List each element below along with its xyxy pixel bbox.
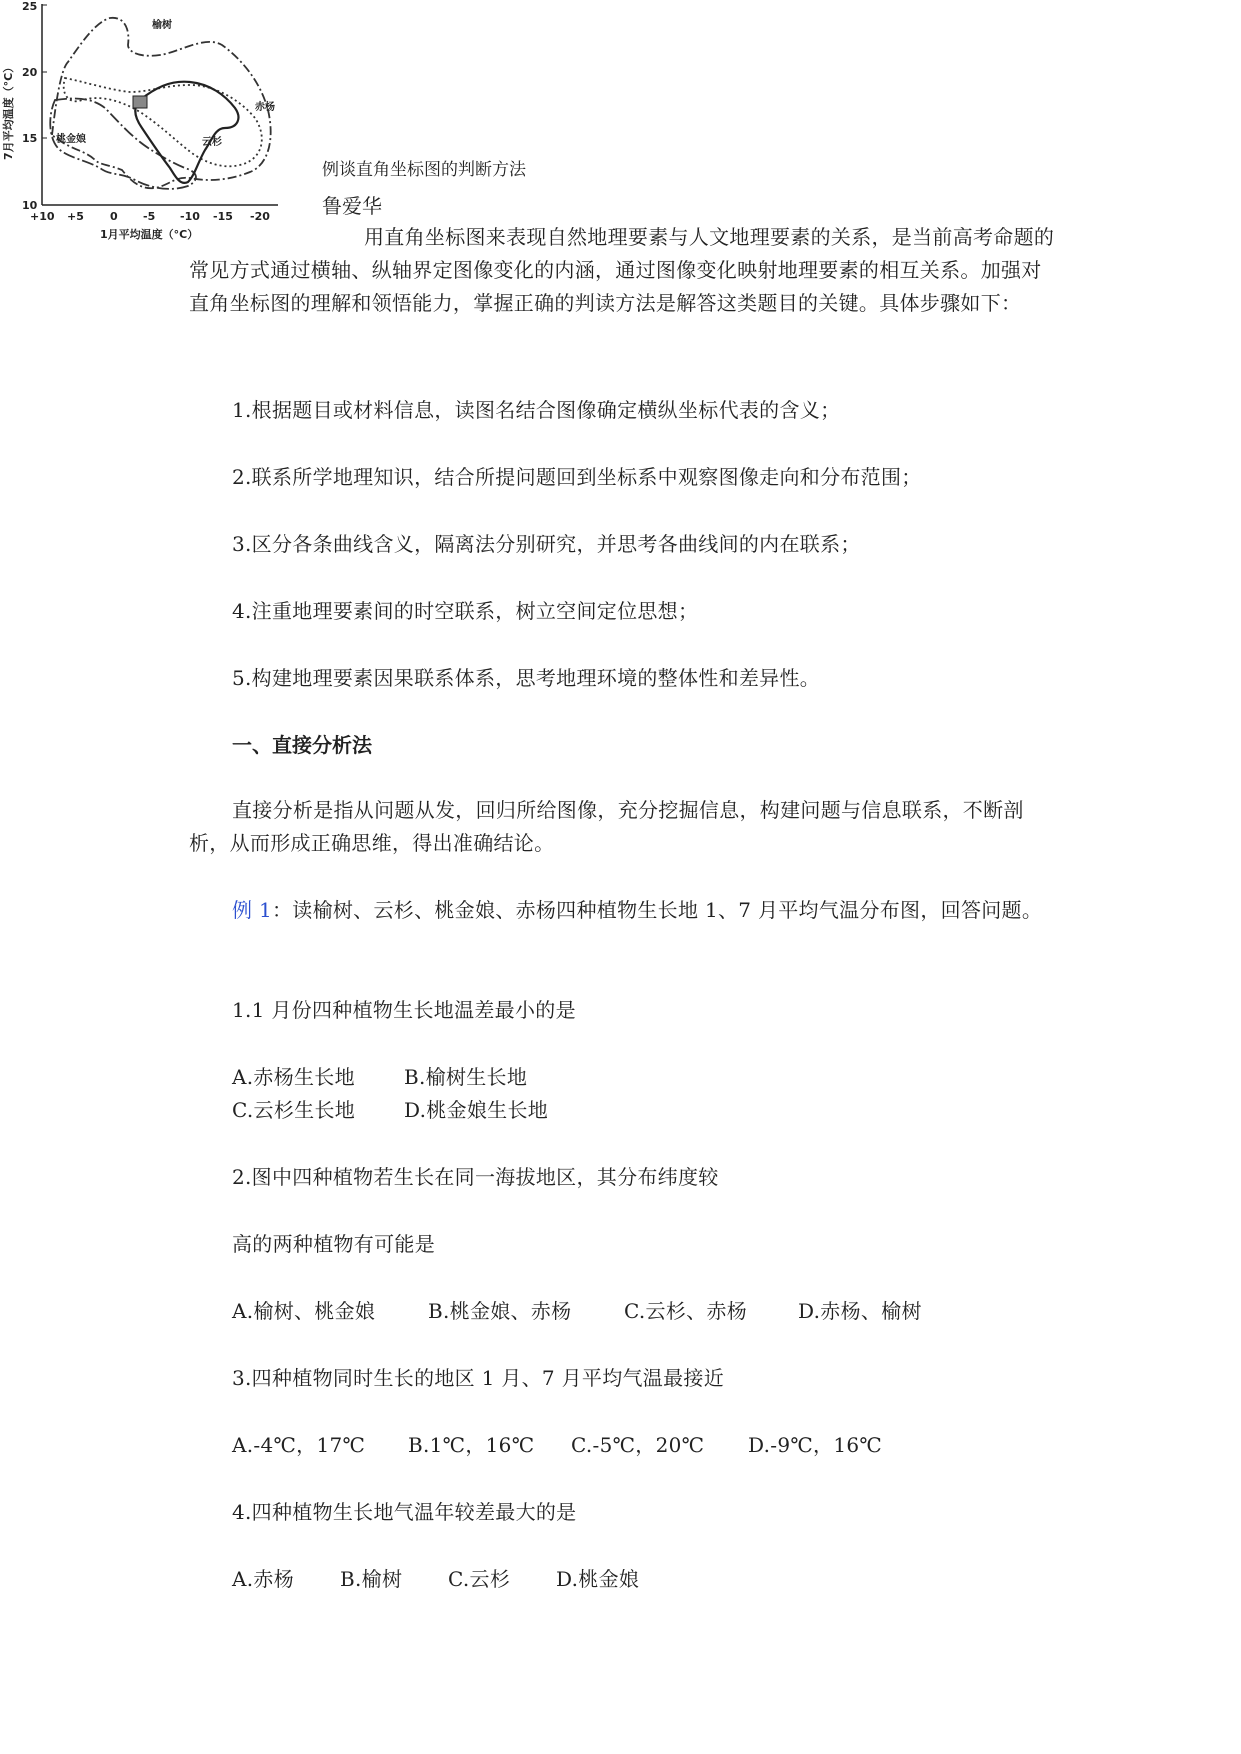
overlap-region [133, 96, 147, 108]
question-2-continued: 高的两种植物有可能是 [232, 1232, 435, 1256]
example-text: ：读榆树、云杉、桃金娘、赤杨四种植物生长地 1、7 月平均气温分布图，回答问题。 [271, 898, 1043, 922]
question-1-options-row [232, 1094, 548, 1123]
temperature-distribution-figure [0, 0, 300, 245]
question-4: 4.四种植物生长地气温年较差最大的是 [232, 1500, 577, 1524]
question-2: 2.图中四种植物若生长在同一海拔地区，其分布纬度较 [232, 1165, 719, 1189]
step-item: 3.区分各条曲线含义，隔离法分别研究，并思考各曲线间的内在联系； [232, 532, 861, 556]
y-tick-label: 20 [22, 66, 38, 79]
step-item: 4.注重地理要素间的时空联系，树立空间定位思想； [232, 599, 699, 623]
elm-label: 榆树 [152, 20, 172, 31]
poplar-curve [64, 78, 262, 166]
question-3: 3.四种植物同时生长的地区 1 月、7 月平均气温最接近 [232, 1366, 725, 1390]
option: C.云杉、赤杨 [624, 1299, 748, 1323]
article-title: 例谈直角坐标图的判断方法 [322, 160, 526, 180]
question-1-options-row [232, 1061, 527, 1090]
fir-curve [135, 82, 238, 183]
option: B.榆树生长地 [404, 1065, 528, 1089]
poplar-label: 赤杨 [255, 102, 275, 113]
option: D.桃金娘生长地 [404, 1098, 549, 1122]
x-tick-label: -15 [213, 210, 233, 223]
elm-curve [52, 18, 271, 188]
fir-label: 云杉 [202, 137, 222, 148]
option: A.-4℃，17℃ [232, 1433, 366, 1457]
example-paragraph [189, 894, 1061, 927]
option: D.-9℃，16℃ [748, 1433, 883, 1457]
intro-paragraph: 用直角坐标图来表现自然地理要素与人文地理要素的关系，是当前高考命题的常见方式通过横轴、纵轴界定图像变化的内涵，通过图像变化映射地理要素的相互关系。加强对直角坐标图的理解和领悟能力，掌握正确的判读方法是解答这类题目的关键。具体步骤如下： [189, 225, 1055, 315]
x-tick-label: 0 [110, 210, 118, 223]
article-author: 鲁爱华 [322, 194, 382, 218]
option: B.榆树 [340, 1567, 403, 1591]
question-4-options-row [232, 1563, 639, 1592]
option: C.云杉生长地 [232, 1098, 356, 1122]
option: D.赤杨、榆树 [798, 1299, 922, 1323]
option: B.桃金娘、赤杨 [428, 1299, 572, 1323]
option: C.云杉 [448, 1567, 511, 1591]
question-1: 1.1 月份四种植物生长地温差最小的是 [232, 998, 576, 1022]
y-axis-title: 7月平均温度（°C） [2, 61, 15, 160]
x-tick-label: -10 [180, 210, 200, 223]
question-2-options-row [232, 1295, 922, 1324]
x-tick-label: -5 [143, 210, 156, 223]
step-item: 2.联系所学地理知识，结合所提问题回到坐标系中观察图像走向和分布范围； [232, 465, 922, 489]
section-heading: 一、直接分析法 [232, 733, 372, 757]
y-tick-label: 15 [22, 132, 38, 145]
example-label: 例 1 [232, 898, 272, 922]
option: A.赤杨生长地 [232, 1065, 355, 1089]
option: B.1℃，16℃ [408, 1433, 535, 1457]
y-tick-label: 25 [22, 0, 38, 13]
option: A.赤杨 [232, 1567, 295, 1591]
x-tick-label: +10 [30, 210, 55, 223]
option: D.桃金娘 [556, 1567, 640, 1591]
option: C.-5℃，20℃ [571, 1433, 705, 1457]
y-tick-label: 10 [22, 199, 38, 212]
question-3-options-row [232, 1429, 882, 1458]
option: A.榆树、桃金娘 [232, 1299, 376, 1323]
step-item: 1.根据题目或材料信息，读图名结合图像确定横纵坐标代表的含义； [232, 398, 841, 422]
distribution-chart [0, 0, 300, 245]
x-tick-label: +5 [67, 210, 84, 223]
peach-label: 桃金娘 [56, 134, 86, 145]
step-item: 5.构建地理要素因果联系体系，思考地理环境的整体性和差异性。 [232, 666, 821, 690]
x-tick-label: -20 [250, 210, 270, 223]
section-paragraph: 直接分析是指从问题从发，回归所给图像，充分挖掘信息，构建问题与信息联系，不断剖析，从而形成正确思维，得出准确结论。 [189, 798, 1024, 855]
x-axis-title: 1月平均温度（°C） [100, 228, 199, 241]
